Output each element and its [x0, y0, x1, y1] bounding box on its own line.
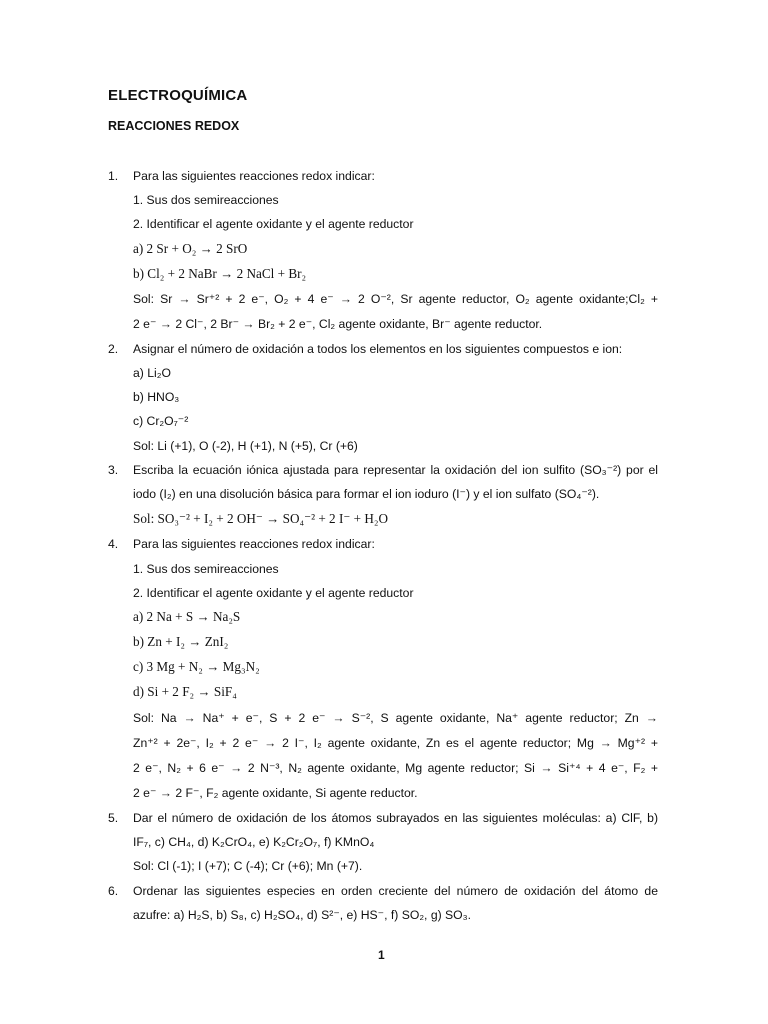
question-number: 6.: [108, 884, 119, 898]
document-title: ELECTROQUÍMICA: [108, 87, 248, 104]
page-number: 1: [378, 948, 385, 962]
question-line: IF₇, c) CH₄, d) K₂CrO₄, e) K₂Cr₂O₇, f) KMnO₄: [133, 835, 375, 849]
question-text: Para las siguientes reacciones redox indicar:: [133, 537, 375, 551]
question-line: Sol: Li (+1), O (-2), H (+1), N (+5), Cr (+6): [133, 439, 358, 453]
question-line: iodo (I₂) en una disolución básica para formar el ion ioduro (I⁻) y el ion sulfato (SO₄⁻²).: [133, 487, 600, 501]
question-number: 4.: [108, 537, 119, 551]
question-line: a) 2 Na + S → Na₂S: [133, 609, 241, 624]
question-line: 2 e⁻ → 2 F⁻, F₂ agente oxidante, Si agente reductor.: [133, 786, 418, 800]
question-line: Sol: Cl (-1); I (+7); C (-4); Cr (+6); Mn (+7).: [133, 859, 363, 873]
question-line: Sol: Sr → Sr⁺² + 2 e⁻, O₂ + 4 e⁻ → 2 O⁻², Sr agente reductor, O₂ agente oxidante;Cl₂ +: [133, 292, 658, 306]
question-line: b) Cl₂ + 2 NaBr → 2 NaCl + Br₂: [133, 266, 307, 281]
question-line: azufre: a) H₂S, b) S₈, c) H₂SO₄, d) S²⁻, e) HS⁻, f) SO₂, g) SO₃.: [133, 908, 472, 922]
question-number: 2.: [108, 342, 119, 356]
question-line: d) Si + 2 F₂ → SiF₄: [133, 684, 237, 699]
question-line: Zn⁺² + 2e⁻, I₂ + 2 e⁻ → 2 I⁻, I₂ agente oxidante, Zn es el agente reductor; Mg → Mg⁺² +: [133, 736, 658, 750]
question-text: Escriba la ecuación iónica ajustada para representar la oxidación del ion sulfito (SO₃⁻²) por el: [133, 463, 658, 477]
document-subtitle: REACCIONES REDOX: [108, 119, 240, 133]
question-line: a) Li₂O: [133, 366, 171, 380]
question-text: Asignar el número de oxidación a todos los elementos en los siguientes compuestos e ion:: [133, 342, 623, 356]
question-number: 1.: [108, 169, 119, 183]
question-line: b) Zn + I₂ → ZnI₂: [133, 634, 229, 649]
question-line: 2. Identificar el agente oxidante y el agente reductor: [133, 586, 414, 600]
question-line: c) Cr₂O₇⁻²: [133, 414, 189, 428]
question-number: 5.: [108, 811, 119, 825]
question-line: 1. Sus dos semireacciones: [133, 562, 279, 576]
question-line: Sol: SO₃⁻² + I₂ + 2 OH⁻ → SO₄⁻² + 2 I⁻ + H₂O: [133, 511, 388, 526]
question-line: c) 3 Mg + N₂ → Mg₃N₂: [133, 659, 260, 674]
question-line: 1. Sus dos semireacciones: [133, 193, 279, 207]
question-text: Ordenar las siguientes especies en orden creciente del número de oxidación del átomo de: [133, 884, 658, 898]
question-text: Dar el número de oxidación de los átomos subrayados en las siguientes moléculas: a) ClF, b): [133, 811, 658, 825]
question-line: b) HNO₃: [133, 390, 180, 404]
question-text: Para las siguientes reacciones redox indicar:: [133, 169, 375, 183]
question-line: a) 2 Sr + O₂ → 2 SrO: [133, 241, 248, 256]
question-line: 2 e⁻ → 2 Cl⁻, 2 Br⁻ → Br₂ + 2 e⁻, Cl₂ agente oxidante, Br⁻ agente reductor.: [133, 317, 543, 331]
question-line: Sol: Na → Na⁺ + e⁻, S + 2 e⁻ → S⁻², S agente oxidante, Na⁺ agente reductor; Zn →: [133, 711, 658, 725]
question-line: 2. Identificar el agente oxidante y el agente reductor: [133, 217, 414, 231]
question-line: 2 e⁻, N₂ + 6 e⁻ → 2 N⁻³, N₂ agente oxidante, Mg agente reductor; Si → Si⁺⁴ + 4 e⁻, F₂ +: [133, 761, 658, 775]
question-number: 3.: [108, 463, 119, 477]
